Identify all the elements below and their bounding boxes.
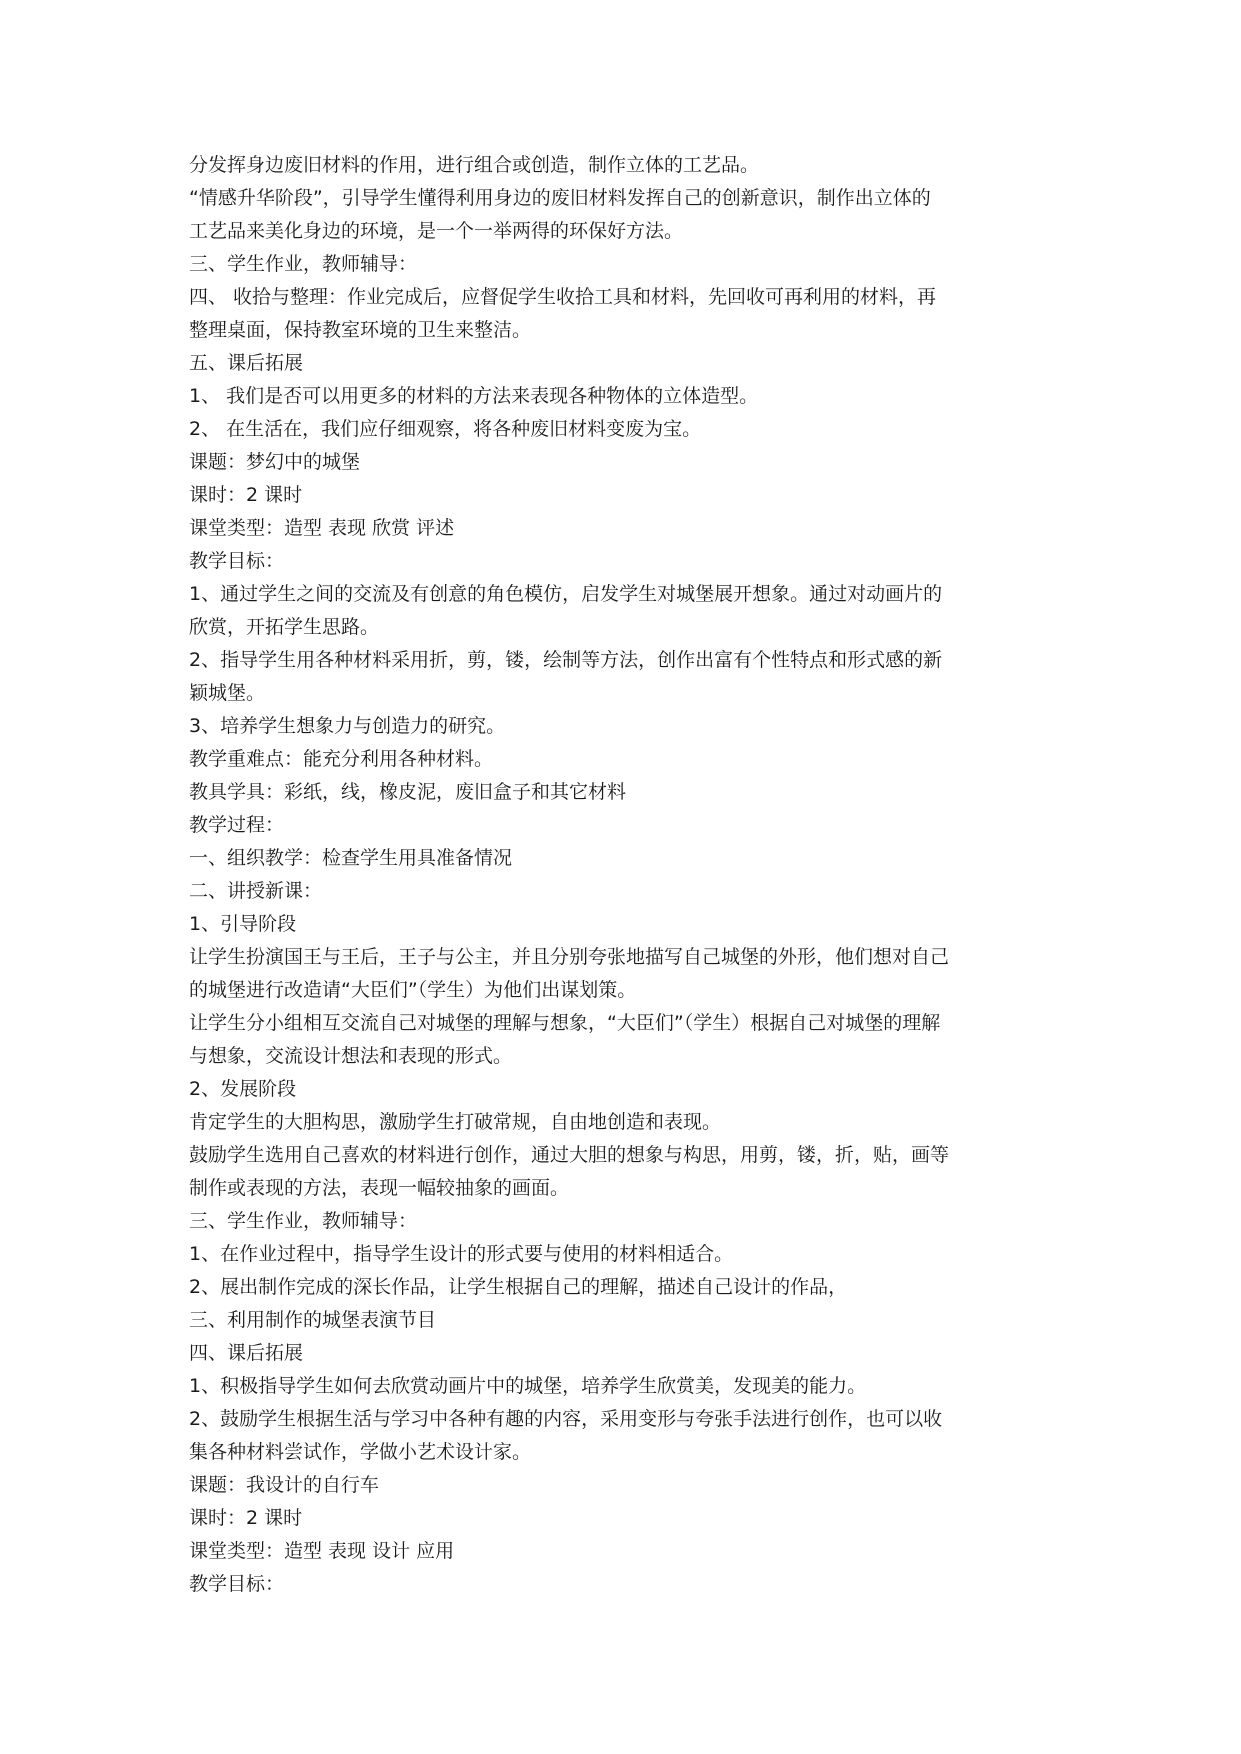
text-line: 让学生扮演国王与王后，王子与公主，并且分别夸张地描写自己城堡的外形，他们想对自己 <box>189 946 950 968</box>
section-heading: 五、课后拓展 <box>189 352 304 374</box>
text-line: 颖城堡。 <box>189 682 266 704</box>
text-line: “情感升华阶段”，引导学生懂得利用身边的废旧材料发挥自己的创新意识，制作出立体的 <box>189 187 931 209</box>
section-heading: 二、讲授新课： <box>189 880 323 902</box>
section-heading: 一、组织教学：检查学生用具准备情况 <box>189 847 513 869</box>
text-line: 的城堡进行改造请“大臣们”（学生）为他们出谋划策。 <box>189 979 637 1001</box>
subsection-heading: 1、引导阶段 <box>189 913 297 935</box>
text-line: 让学生分小组相互交流自己对城堡的理解与想象，“大臣们”（学生）根据自己对城堡的理解 <box>189 1012 941 1034</box>
list-item: 1、通过学生之间的交流及有创意的角色模仿，启发学生对城堡展开想象。通过对动画片的 <box>189 583 943 605</box>
section-heading: 三、学生作业，教师辅导： <box>189 253 418 275</box>
section-heading: 三、学生作业，教师辅导： <box>189 1210 418 1232</box>
text-line: 肯定学生的大胆构思，激励学生打破常规，自由地创造和表现。 <box>189 1111 722 1133</box>
text-line: 分发挥身边废旧材料的作用，进行组合或创造，制作立体的工艺品。 <box>189 154 760 176</box>
list-item: 1、在作业过程中，指导学生设计的形式要与使用的材料相适合。 <box>189 1243 734 1265</box>
text-line: 鼓励学生选用自己喜欢的材料进行创作，通过大胆的想象与构思，用剪，镂，折，贴，画等 <box>189 1144 950 1166</box>
text-line: 制作或表现的方法，表现一幅较抽象的画面。 <box>189 1177 570 1199</box>
list-item: 1、积极指导学生如何去欣赏动画片中的城堡，培养学生欣赏美，发现美的能力。 <box>189 1375 867 1397</box>
section-heading: 四、课后拓展 <box>189 1342 304 1364</box>
lesson-title: 课题：梦幻中的城堡 <box>189 451 361 473</box>
list-item: 1、 我们是否可以用更多的材料的方法来表现各种物体的立体造型。 <box>189 385 759 407</box>
text-line: 欣赏，开拓学生思路。 <box>189 616 380 638</box>
lesson-hours: 课时：2 课时 <box>189 484 303 506</box>
text-line: 整理桌面，保持教室环境的卫生来整洁。 <box>189 319 532 341</box>
list-item: 2、指导学生用各种材料采用折，剪，镂，绘制等方法，创作出富有个性特点和形式感的新 <box>189 649 943 671</box>
lesson-title: 课题：我设计的自行车 <box>189 1474 380 1496</box>
list-item: 2、展出制作完成的深长作品，让学生根据自己的理解，描述自己设计的作品， <box>189 1276 848 1298</box>
section-heading: 教学过程： <box>189 814 285 836</box>
text-line: 四、 收拾与整理：作业完成后，应督促学生收拾工具和材料，先回收可再利用的材料，再 <box>189 286 937 308</box>
section-heading: 三、利用制作的城堡表演节目 <box>189 1309 437 1331</box>
lesson-type: 课堂类型：造型 表现 设计 应用 <box>189 1540 455 1562</box>
section-heading: 教学目标： <box>189 550 285 572</box>
text-line: 与想象，交流设计想法和表现的形式。 <box>189 1045 513 1067</box>
list-item: 2、鼓励学生根据生活与学习中各种有趣的内容，采用变形与夸张手法进行创作，也可以收 <box>189 1408 943 1430</box>
subsection-heading: 2、发展阶段 <box>189 1078 297 1100</box>
text-line: 集各种材料尝试作，学做小艺术设计家。 <box>189 1441 532 1463</box>
text-line: 工艺品来美化身边的环境，是一个一举两得的环保好方法。 <box>189 220 684 242</box>
list-item: 2、 在生活在，我们应仔细观察，将各种废旧材料变废为宝。 <box>189 418 702 440</box>
document-body <box>189 149 1059 1601</box>
lesson-hours: 课时：2 课时 <box>189 1507 303 1529</box>
text-line: 教学重难点：能充分利用各种材料。 <box>189 748 494 770</box>
section-heading: 教学目标： <box>189 1573 285 1595</box>
text-line: 教具学具：彩纸，线，橡皮泥，废旧盒子和其它材料 <box>189 781 627 803</box>
lesson-type: 课堂类型：造型 表现 欣赏 评述 <box>189 517 455 539</box>
list-item: 3、培养学生想象力与创造力的研究。 <box>189 715 506 737</box>
